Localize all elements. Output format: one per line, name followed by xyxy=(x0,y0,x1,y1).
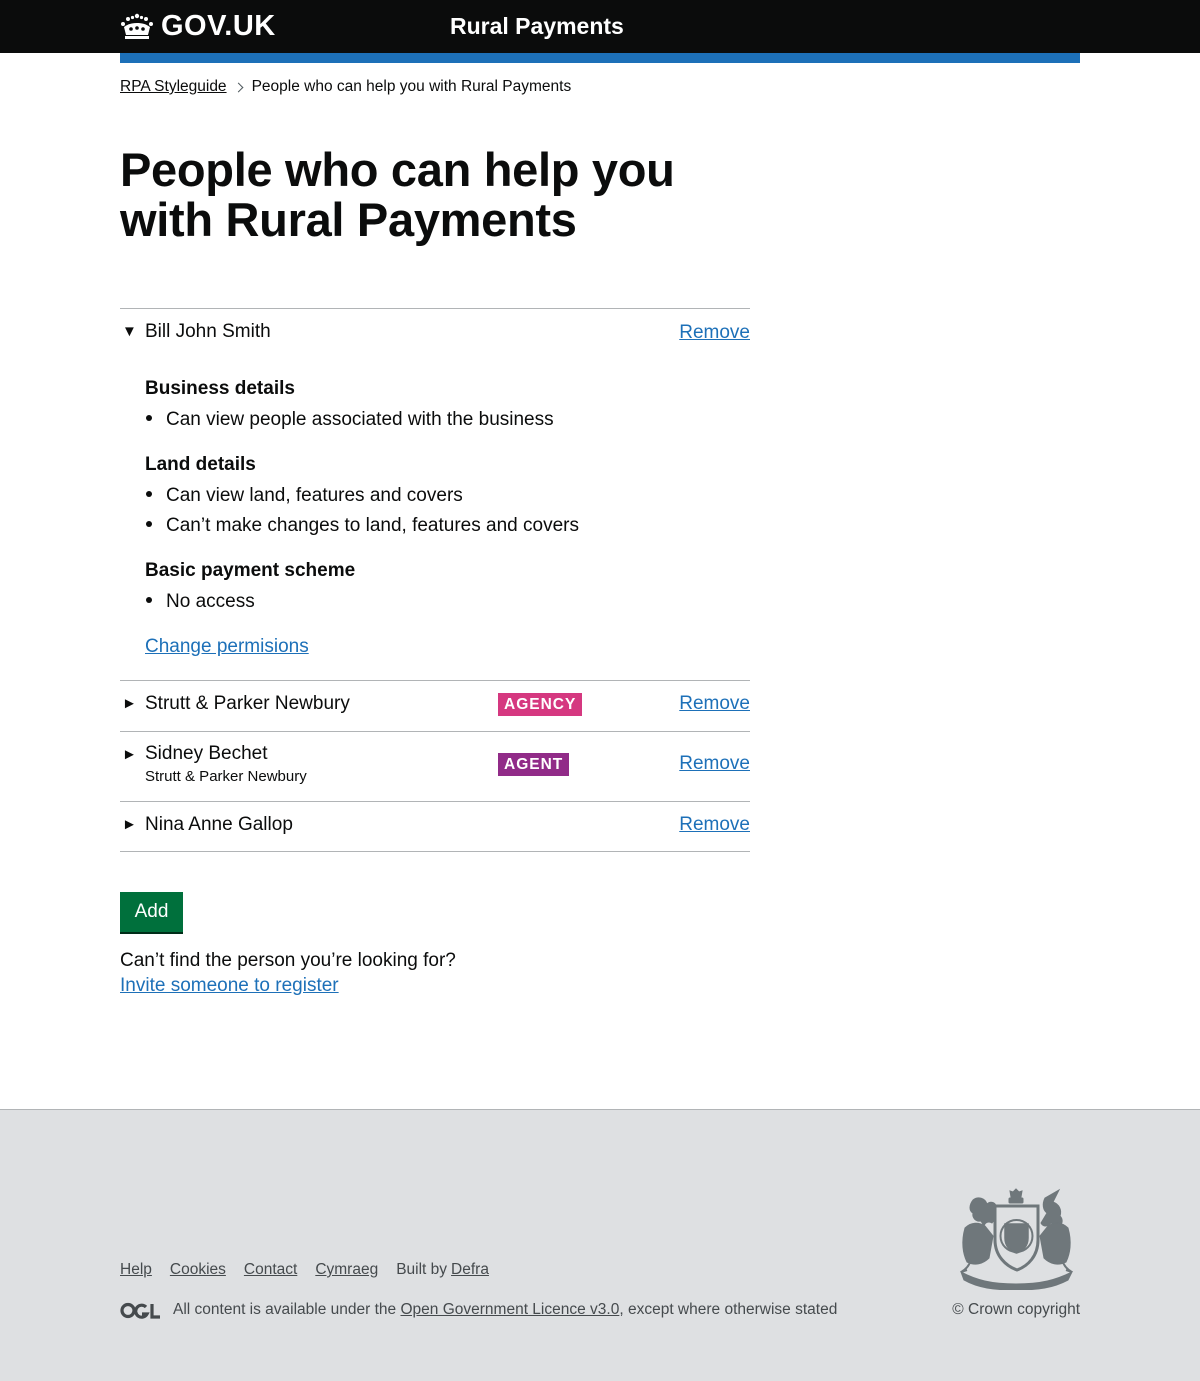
person-row-header[interactable] xyxy=(120,802,750,851)
triangle-right-icon: ► xyxy=(122,695,137,712)
list-item: Can view people associated with the business xyxy=(145,408,554,432)
bullet-icon xyxy=(146,415,152,421)
invite-link[interactable]: Invite someone to register xyxy=(120,975,339,996)
section-heading: Business details xyxy=(145,378,295,399)
change-permissions-link[interactable]: Change permisions xyxy=(145,636,309,657)
open-government-licence-link[interactable]: Open Government Licence v3.0 xyxy=(400,1301,620,1318)
person-row-strutt-parker xyxy=(120,680,750,731)
licence-suffix: , except where otherwise stated xyxy=(619,1301,838,1318)
person-row-nina-anne-gallop xyxy=(120,801,750,852)
footer-links xyxy=(120,1260,489,1280)
add-button[interactable]: Add xyxy=(120,892,183,932)
site-header xyxy=(0,0,1200,53)
agent-tag: AGENT xyxy=(498,753,569,776)
bullet-icon xyxy=(146,521,152,527)
royal-coat-of-arms-icon xyxy=(953,1188,1080,1290)
licence-prefix: All content is available under the xyxy=(173,1301,397,1318)
header-blue-bar xyxy=(120,53,1080,63)
govuk-logo-link[interactable] xyxy=(120,11,276,41)
person-row-header[interactable] xyxy=(120,309,750,358)
govuk-logo-text: GOV.UK xyxy=(161,10,276,42)
list-item: Can view land, features and covers xyxy=(145,484,463,508)
remove-link[interactable]: Remove xyxy=(679,322,750,343)
person-row-sidney-bechet xyxy=(120,731,750,801)
page-title: People who can help you with Rural Payments xyxy=(120,143,675,246)
list-item: No access xyxy=(145,590,255,614)
cant-find-text: Can’t find the person you’re looking for? xyxy=(120,950,456,971)
section-heading: Land details xyxy=(145,454,256,475)
person-name[interactable]: Strutt & Parker Newbury xyxy=(145,693,350,714)
crown-icon xyxy=(120,12,154,40)
bullet-icon xyxy=(146,597,152,603)
person-subtitle: Strutt & Parker Newbury xyxy=(145,768,307,785)
breadcrumb xyxy=(120,77,571,97)
footer-link-help[interactable]: Help xyxy=(120,1261,152,1278)
built-by-text: Built by xyxy=(396,1261,448,1278)
remove-link[interactable]: Remove xyxy=(679,753,750,774)
person-row-header[interactable] xyxy=(120,681,750,731)
person-permissions xyxy=(120,358,750,680)
site-footer xyxy=(0,1109,1200,1381)
list-item: Can’t make changes to land, features and covers xyxy=(145,514,579,538)
crown-copyright-link[interactable]: © Crown copyright xyxy=(952,1301,1080,1318)
agency-tag: AGENCY xyxy=(498,693,582,716)
footer-link-defra[interactable]: Defra xyxy=(451,1261,489,1278)
breadcrumb-link-styleguide[interactable]: RPA Styleguide xyxy=(120,78,227,95)
section-heading: Basic payment scheme xyxy=(145,560,356,581)
triangle-right-icon: ► xyxy=(122,746,137,763)
triangle-down-icon: ▼ xyxy=(122,323,137,340)
service-name-link[interactable]: Rural Payments xyxy=(450,13,624,39)
licence-statement xyxy=(120,1300,837,1320)
bullet-icon xyxy=(146,491,152,497)
person-name[interactable]: Sidney Bechet xyxy=(145,743,268,764)
footer-link-cymraeg[interactable]: Cymraeg xyxy=(315,1261,379,1278)
person-name[interactable]: Nina Anne Gallop xyxy=(145,814,293,835)
people-accordion xyxy=(120,308,750,852)
person-row-header[interactable] xyxy=(120,732,750,801)
person-row-bill-john-smith xyxy=(120,308,750,680)
footer-link-cookies[interactable]: Cookies xyxy=(169,1261,226,1278)
ogl-logo-icon xyxy=(120,1302,161,1319)
remove-link[interactable]: Remove xyxy=(679,814,750,835)
triangle-right-icon: ► xyxy=(122,816,137,833)
chevron-right-icon xyxy=(233,82,243,92)
footer-link-contact[interactable]: Contact xyxy=(243,1261,298,1278)
breadcrumb-current: People who can help you with Rural Payments xyxy=(251,78,572,95)
remove-link[interactable]: Remove xyxy=(679,693,750,714)
person-name[interactable]: Bill John Smith xyxy=(145,321,271,342)
